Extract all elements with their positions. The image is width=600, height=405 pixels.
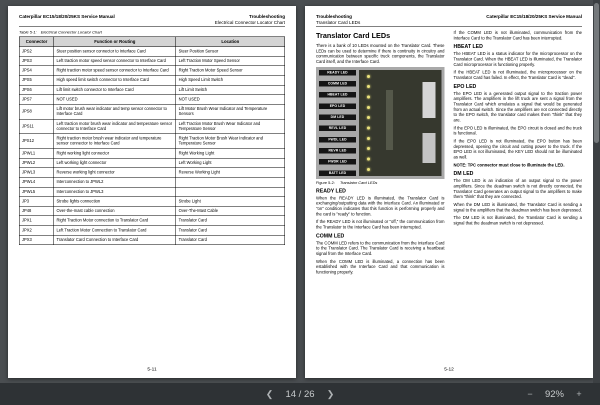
table-cell: JPWL1 xyxy=(19,149,54,159)
page-right-content xyxy=(305,6,593,378)
section-heading: DM LED xyxy=(453,171,473,177)
table-header-cell: Location xyxy=(175,37,284,47)
body-paragraph: The EPO LED is a generated output signal to the traction power amplifiers. The amplifiers in the lift truck are sent a signal from the Translator Card which emulates a signal that would be generated from an actual switch. Since the amplifiers are not connected directly to the EPO switch, the translator card makes them "think" that they are. xyxy=(453,90,582,123)
zoom-controls xyxy=(523,387,600,401)
table-cell: Left Traction Motor Speed Sensor xyxy=(175,56,284,66)
body-paragraph: If the HBEAT LED is not illuminated, the microprocessor on the Translator Card has failed. In effect, the Translator Card is "dead". xyxy=(453,69,582,81)
body-paragraph: The HBEAT LED is a status indicator for the microprocessor on the Translator Card. When the HBEAT LED is illuminated, the Translator Card microprocessor is functioning properly. xyxy=(453,51,582,67)
table-cell: JPS11 xyxy=(19,119,54,134)
header-section-title: Translator Card LEDs xyxy=(315,20,360,25)
table-cell: JP3 xyxy=(19,197,54,207)
table-cell: Lift Limit Switch xyxy=(175,85,284,95)
table-cell: Translator Card xyxy=(175,235,284,245)
body-paragraph: If the COMM LED is not illuminated, communication from the Interface Card to the Translator Card has been interrupted. xyxy=(453,30,582,41)
table-cell: Strobe Light xyxy=(175,197,284,207)
led-dot xyxy=(367,126,370,129)
led-dot xyxy=(367,96,370,99)
page-number-left: 5-11 xyxy=(146,366,157,372)
table-cell: Left Traction Motor Connection to Translator Card xyxy=(53,226,175,236)
table-cell: JP48 xyxy=(19,206,54,216)
table-cell: High Speed Limit Switch xyxy=(175,75,284,85)
zoom-in-button[interactable]: + xyxy=(576,389,582,399)
table-cell: NOT USED xyxy=(53,95,175,105)
section-heading: EPO LED xyxy=(453,83,476,90)
table-cell: JPS12 xyxy=(19,134,54,149)
previous-page-button[interactable]: ❮ xyxy=(265,388,274,399)
table-row xyxy=(19,47,285,57)
body-paragraph: The COMM LED refers to the communication from the Interface Card to the Translator Card. The Translator Card is receiving a heartbeat signal from the Interface Card. xyxy=(315,240,444,257)
table-cell: Strobe lights connection xyxy=(53,197,175,207)
connector-block xyxy=(422,133,435,163)
body-paragraph: When the COMM LED is illuminated, a connection has been established with the Interface Card and that communication is functioning properly. xyxy=(315,258,444,275)
led-dot xyxy=(367,157,370,160)
table-cell: Right traction motor brush wear indicator and temperature sensor connector to Interface Card xyxy=(53,134,175,149)
table-cell: JPX1 xyxy=(19,216,54,226)
table-cell: Translator Card xyxy=(175,216,284,226)
figure-caption-text: Translator Card LEDs xyxy=(339,180,377,185)
table-row xyxy=(19,206,285,216)
table-cell xyxy=(175,187,284,197)
table-cell: Steer Position Sensor xyxy=(175,47,284,57)
table-cell: JPWL5 xyxy=(19,187,54,197)
body-paragraph: When the DM LED is illuminated, the Translator Card is sending a signal to the amplifiers that the deadman switch has been depressed. xyxy=(453,202,582,213)
table-cell: Left traction motor brush wear indicator and temperature sensor connector to Interface Card xyxy=(53,119,175,134)
connector-block xyxy=(422,82,435,118)
table-row xyxy=(19,216,285,226)
board-component xyxy=(386,90,393,150)
table-cell: JPS6 xyxy=(19,85,54,95)
table-cell: JPWL3 xyxy=(19,168,54,178)
table-cell: JPWL2 xyxy=(19,158,54,168)
table-cell: Lift Motor Brush Wear Indicator and Temperature Sensors xyxy=(175,104,284,119)
body-paragraph: If the EPO LED is not illuminated, the EPO button has been depressed, opening the circuit and cutting power to the truck. If the EPO LED is not illuminated, the KEY LED should not be illuminated as well. xyxy=(453,138,582,160)
led-dot xyxy=(367,85,370,88)
page-number-right: 5-12 xyxy=(443,366,454,372)
led-dot xyxy=(367,75,370,78)
note-text: NOTE: TPC connector must close to illuminate the LED. xyxy=(453,162,564,168)
header-manual-title: Caterpillar EC15/18/20/25KS Service Manual xyxy=(485,14,582,19)
page-indicator: 14 / 26 xyxy=(285,388,315,400)
table-cell: Right Traction Motor connection to Translator Card xyxy=(53,216,175,226)
table-cell: JPWL4 xyxy=(19,177,54,187)
intro-paragraph: There is a bank of 10 LEDs mounted on the Translator Card. These LEDs can be used to determine if there is continuity in circuitry and communication between specific truck components, the Translator Card itself, and the Interface Card. xyxy=(315,43,444,65)
led-callout-label: READY LED xyxy=(319,70,356,76)
header-chapter-title: Troubleshooting xyxy=(248,14,285,19)
table-cell: Left Working Light xyxy=(175,158,284,168)
body-paragraph: The DM LED is an indication of an output signal to the power amplifiers. Since the deadman switch is not directly connected, the Translator Card generates an output signal to the amplifiers to make them "think" that they are connected. xyxy=(453,178,582,200)
connector-locator-table xyxy=(19,37,285,246)
zoom-level: 92% xyxy=(544,388,564,400)
table-cell: Left Traction Motor Brush Wear Indicator and Temperature Sensor xyxy=(175,119,284,134)
led-callout-label: FWDR LED xyxy=(319,159,356,165)
table-row xyxy=(19,66,285,76)
page-header xyxy=(19,14,285,19)
table-cell: NOT USED xyxy=(175,95,284,105)
led-callout-label: REVL LED xyxy=(319,126,356,132)
body-paragraph: When the READY LED is illuminated, the Translator Card is exchanging/outputting data with the Interface Card. An illuminated or "on" condition indicates that this function is performing properly and the card is "ready" to function. xyxy=(315,195,444,217)
table-cell: Right traction motor speed sensor connector to Interface Card xyxy=(53,66,175,76)
table-row xyxy=(19,149,285,159)
table-caption-text: Electrical Connector Locator Chart xyxy=(40,30,102,35)
led-dot xyxy=(367,147,370,150)
translator-card-figure xyxy=(316,67,445,179)
scrollbar-thumb[interactable] xyxy=(594,3,599,143)
table-row xyxy=(19,104,285,119)
table-cell: Left working light connector xyxy=(53,158,175,168)
article-title: Translator Card LEDs xyxy=(315,32,390,40)
table-caption xyxy=(19,30,285,35)
table-row xyxy=(19,56,285,66)
table-cell: Left traction motor speed sensor connector to Interface Card xyxy=(53,56,175,66)
table-cell: Lift motor brush wear indicator and temp sensor connector to Interface Card xyxy=(53,104,175,119)
page-right xyxy=(305,6,593,378)
table-cell: Lift limit switch connector to Interface Card xyxy=(53,85,175,95)
page-left xyxy=(8,6,296,378)
article-columns xyxy=(316,30,582,277)
page-header xyxy=(316,14,582,19)
table-cell: Translator Card xyxy=(175,226,284,236)
table-cell: Translator Card Connection to Interface Card xyxy=(53,235,175,245)
table-cell: Reverse working light connector xyxy=(53,168,175,178)
table-cell: Interconnection to JPWL2 xyxy=(53,177,175,187)
table-row xyxy=(19,158,285,168)
table-caption-label: Table 5-1: xyxy=(18,30,37,35)
led-callout-label: HBEAT LED xyxy=(319,92,356,98)
table-cell: Steer position sensor connector to Interface Card xyxy=(53,47,175,57)
circuit-board-photo xyxy=(359,70,442,176)
header-rule xyxy=(19,27,285,28)
header-section-title: Electrical Connector Locator Chart xyxy=(214,20,285,25)
figure-caption-label: Figure 5-2: xyxy=(315,180,335,185)
table-cell: Over-The-Mast Cable xyxy=(175,206,284,216)
article-column-right xyxy=(453,30,582,277)
table-row xyxy=(19,235,285,245)
table-cell: JPS7 xyxy=(19,95,54,105)
table-row xyxy=(19,134,285,149)
table-row xyxy=(19,119,285,134)
page-navigation xyxy=(262,387,337,401)
body-paragraph: If the EPO LED is illuminated, the EPO circuit is closed and the truck is functional. xyxy=(453,125,582,136)
table-row xyxy=(19,168,285,178)
table-row xyxy=(19,85,285,95)
table-cell: Reverse Working Light xyxy=(175,168,284,178)
body-paragraph: If the READY LED is not illuminated or "off," the communication from the Translator to the Interface Card has been interrupted. xyxy=(315,219,444,230)
table-cell: JPS3 xyxy=(19,56,54,66)
table-row xyxy=(19,95,285,105)
led-callout-label: COMM LED xyxy=(319,81,356,87)
led-callout-label: BATT LED xyxy=(319,170,356,176)
table-row xyxy=(19,226,285,236)
section-heading: READY LED xyxy=(315,188,346,194)
table-row xyxy=(19,177,285,187)
table-cell: JPS4 xyxy=(19,66,54,76)
table-cell: Right Working Light xyxy=(175,149,284,159)
body-paragraph: The DM LED is not illuminated, the Translator Card is sending a signal that the deadman switch is not depressed. xyxy=(453,215,582,226)
next-page-button[interactable]: ❯ xyxy=(326,388,335,399)
table-cell: Over-the-mast cable connection xyxy=(53,206,175,216)
led-callout-label: FWDL LED xyxy=(319,137,356,143)
table-header-cell: Connector xyxy=(19,37,54,47)
header-manual-title: Caterpillar EC15/18/20/25KS Service Manual xyxy=(18,14,115,19)
header-chapter-title: Troubleshooting xyxy=(315,14,352,19)
table-row xyxy=(19,197,285,207)
figure-caption xyxy=(316,180,445,185)
table-header-cell: Function or Routing xyxy=(53,37,175,47)
vertical-scrollbar[interactable] xyxy=(593,0,600,383)
sections-left xyxy=(316,188,445,275)
led-dot xyxy=(367,168,370,171)
page-left-content xyxy=(8,6,296,378)
header-rule xyxy=(316,27,582,28)
viewer-toolbar xyxy=(0,383,600,405)
table-cell: JPS8 xyxy=(19,104,54,119)
led-bank xyxy=(367,75,370,171)
led-callout-label: EPO LED xyxy=(319,103,356,109)
led-dot xyxy=(367,116,370,119)
table-cell: JPS5 xyxy=(19,75,54,85)
article-column-left xyxy=(316,30,445,277)
table-cell: JPX2 xyxy=(19,226,54,236)
table-row xyxy=(19,187,285,197)
led-callout-label: REVR LED xyxy=(319,148,356,154)
led-callout-label: DM LED xyxy=(319,115,356,121)
table-cell: JPS2 xyxy=(19,47,54,57)
table-cell: JPX3 xyxy=(19,235,54,245)
table-cell xyxy=(175,177,284,187)
table-cell: High speed limit switch connector to Interface Card xyxy=(53,75,175,85)
table-cell: Right Traction Motor Speed Sensor xyxy=(175,66,284,76)
led-callout-labels xyxy=(319,70,356,176)
table-cell: Interconnection to JPWL3 xyxy=(53,187,175,197)
table-cell: Right Traction Motor Brush Wear Indicator and Temperature Sensor xyxy=(175,134,284,149)
led-dot xyxy=(367,106,370,109)
table-cell: Right working light connector xyxy=(53,149,175,159)
zoom-out-button[interactable]: − xyxy=(527,389,533,399)
section-heading: HBEAT LED xyxy=(453,44,483,50)
table-row xyxy=(19,75,285,85)
section-heading: COMM LED xyxy=(315,233,344,239)
table-header-row xyxy=(19,37,285,47)
led-dot xyxy=(367,137,370,140)
